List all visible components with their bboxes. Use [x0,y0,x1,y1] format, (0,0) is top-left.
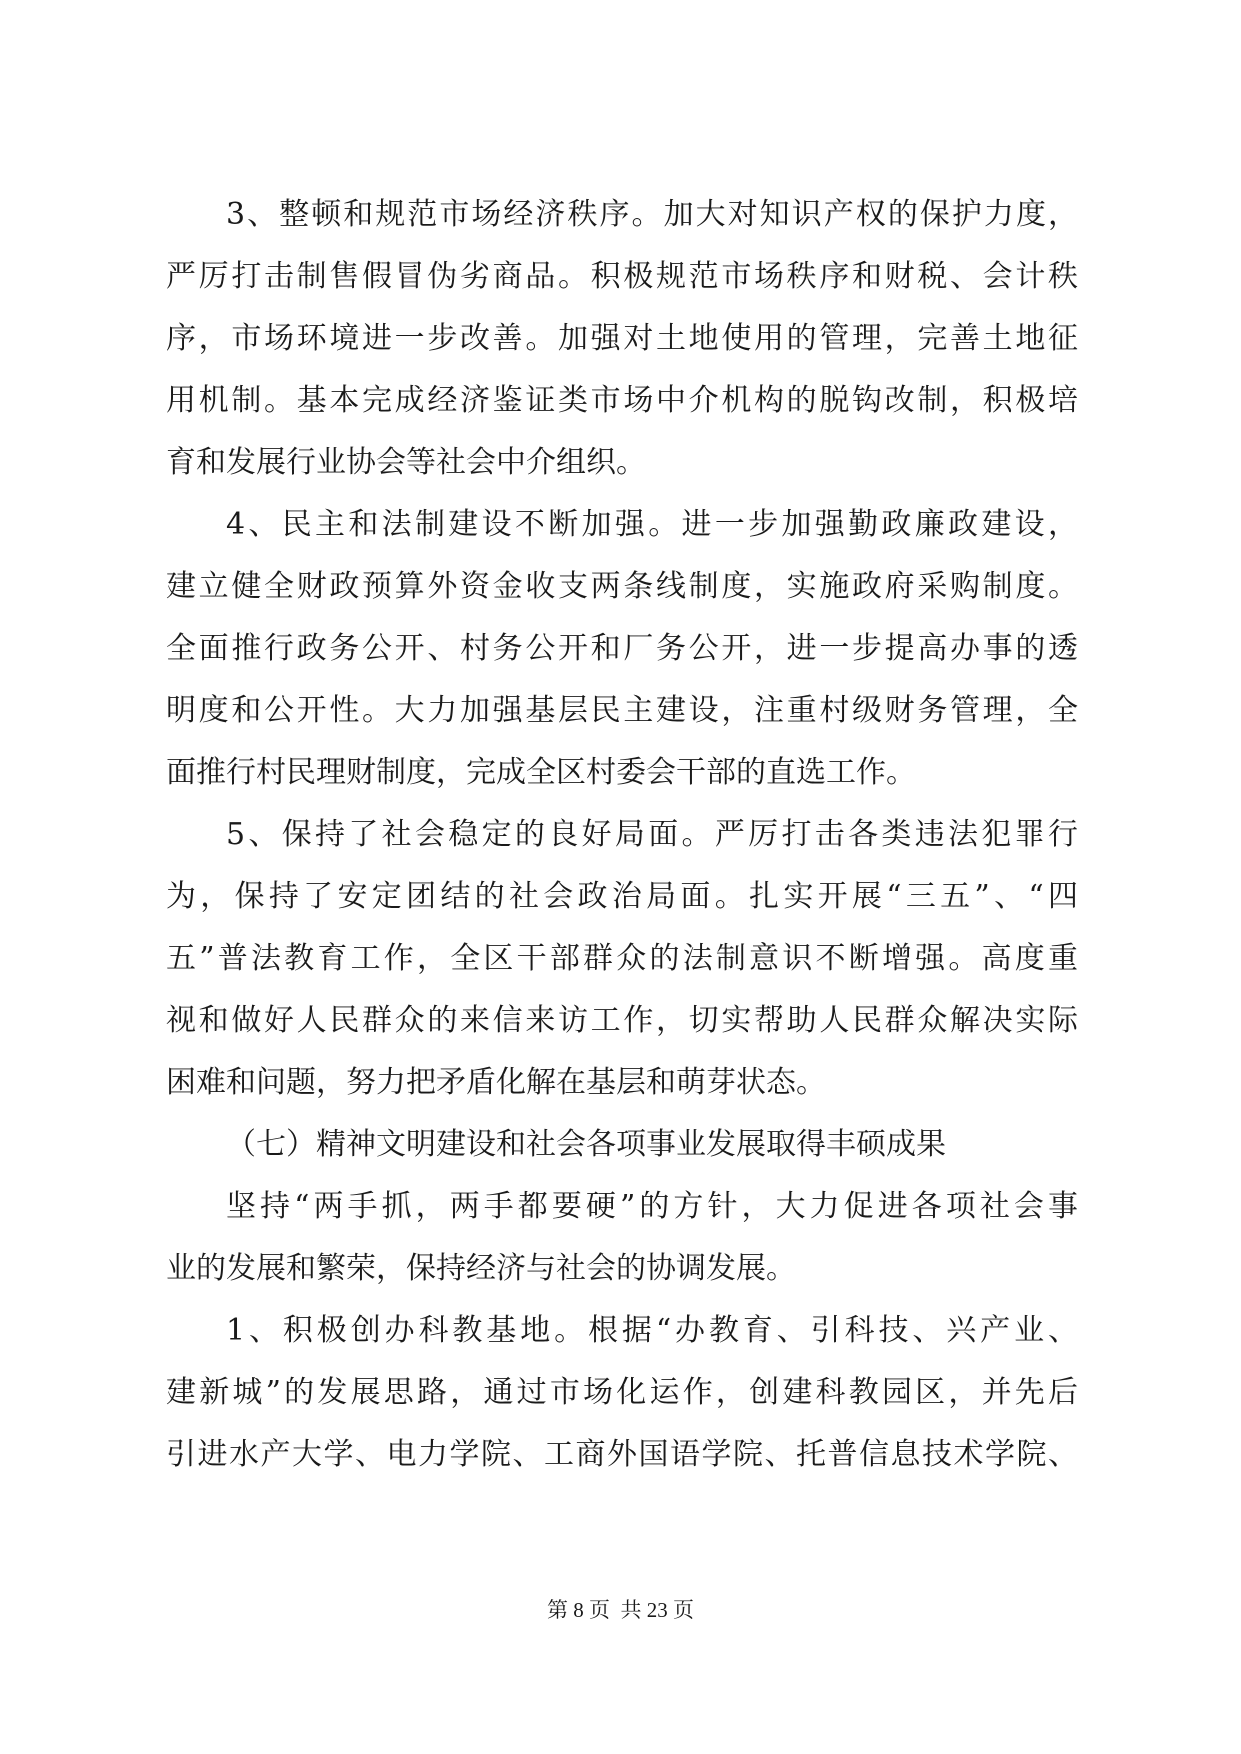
paragraph-3-line-2: 严厉打击制售假冒伪劣商品。积极规范市场秩序和财税、会计秩 [166,259,1078,294]
paragraph-4-line-1: 4、民主和法制建设不断加强。进一步加强勤政廉政建设， [226,507,1078,542]
paragraph-4-line-4: 明度和公开性。大力加强基层民主建设，注重村级财务管理，全 [166,693,1078,728]
paragraph-5-line-3: 五”普法教育工作，全区干部群众的法制意识不断增强。高度重 [166,941,1078,976]
paragraph-4-line-3: 全面推行政务公开、村务公开和厂务公开，进一步提高办事的透 [166,631,1078,666]
paragraph-4-line-2: 建立健全财政预算外资金收支两条线制度，实施政府采购制度。 [166,569,1078,604]
paragraph-5-line-5: 困难和问题，努力把矛盾化解在基层和萌芽状态。 [166,1065,826,1100]
paragraph-1-line-3: 引进水产大学、电力学院、工商外国语学院、托普信息技术学院、 [166,1437,1078,1472]
paragraph-1-line-1: 1、积极创办科教基地。根据“办教育、引科技、兴产业、 [226,1313,1078,1348]
paragraph-3-line-3: 序，市场环境进一步改善。加强对土地使用的管理，完善土地征 [166,321,1078,356]
paragraph-3-line-1: 3、整顿和规范市场经济秩序。加大对知识产权的保护力度， [226,197,1078,232]
intro-paragraph-line-2: 业的发展和繁荣，保持经济与社会的协调发展。 [166,1251,796,1286]
section-heading-7: （七）精神文明建设和社会各项事业发展取得丰硕成果 [226,1127,946,1162]
intro-paragraph-line-1: 坚持“两手抓，两手都要硬”的方针，大力促进各项社会事 [226,1189,1078,1224]
paragraph-5-line-4: 视和做好人民群众的来信来访工作，切实帮助人民群众解决实际 [166,1003,1078,1038]
paragraph-1-line-2: 建新城”的发展思路，通过市场化运作，创建科教园区，并先后 [166,1375,1078,1410]
page-number-label: 第 8 页 共 23 页 [547,1598,694,1622]
page-footer [0,1595,1241,1625]
paragraph-5-line-2: 为，保持了安定团结的社会政治局面。扎实开展“三五”、“四 [166,879,1078,914]
paragraph-3-line-4: 用机制。基本完成经济鉴证类市场中介机构的脱钩改制，积极培 [166,383,1078,418]
paragraph-3-line-5: 育和发展行业协会等社会中介组织。 [166,445,646,480]
paragraph-4-line-5: 面推行村民理财制度，完成全区村委会干部的直选工作。 [166,755,916,790]
paragraph-5-line-1: 5、保持了社会稳定的良好局面。严厉打击各类违法犯罪行 [226,817,1078,852]
